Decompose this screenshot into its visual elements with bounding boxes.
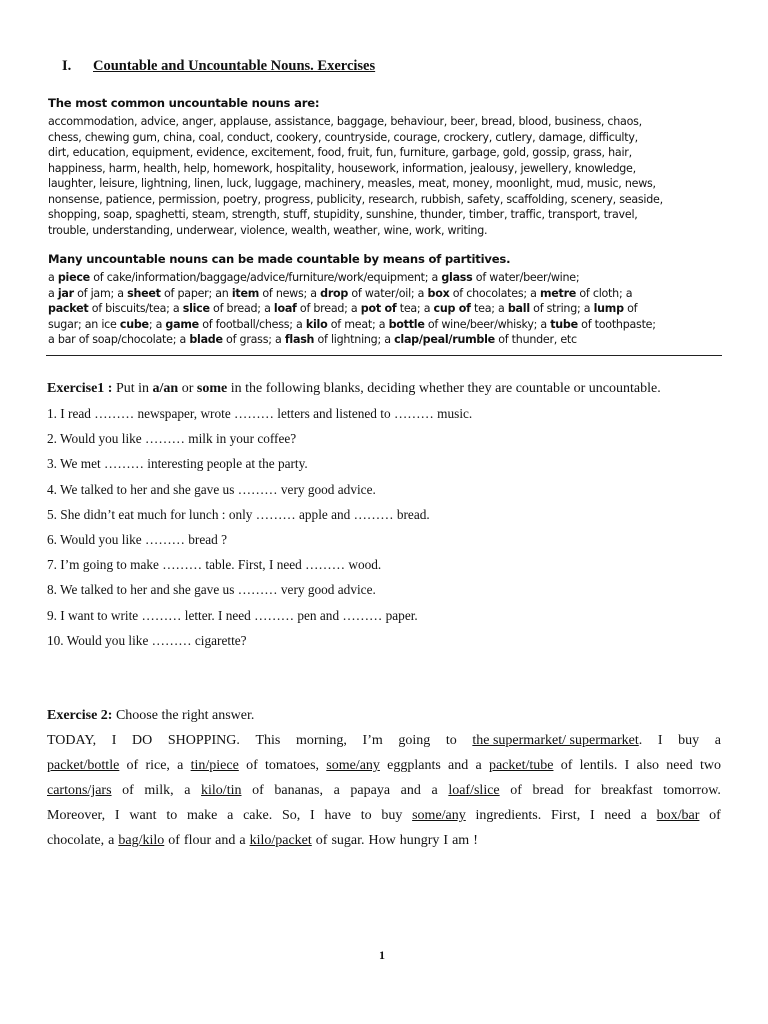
answer-choice: kilo/packet (249, 833, 312, 848)
answer-choice: cartons/jars (47, 783, 112, 798)
exercise-2-label: Exercise 2: (47, 708, 113, 723)
uncountable-line: shopping, soap, spaghetti, steam, strength, stuff, stupidity, sunshine, thunder, timber, traffic, transport, travel, (48, 208, 638, 221)
answer-choice: packet/tube (488, 758, 554, 773)
uncountable-line: trouble, understanding, underwear, violence, wealth, weather, wine, work, writing. (48, 223, 488, 237)
partitive-line: packet of biscuits/tea; a slice of bread; a loaf of bread; a pot of tea; a cup of tea; a ball of string; a lump of (48, 302, 638, 315)
uncountable-line: accommodation, advice, anger, applause, assistance, baggage, behaviour, beer, bread, blood, business, chaos, (48, 115, 642, 128)
uncountable-line: happiness, harm, health, help, homework, hospitality, housework, information, jealousy, jewellery, knowledge, (48, 161, 636, 175)
uncountable-heading: The most common uncountable nouns are: (48, 96, 320, 110)
exercise-1-instructions: Exercise1 : Put in a/an or some in the following blanks, deciding whether they are countable or uncountable. (47, 381, 661, 396)
exercise-1-questions (47, 401, 721, 653)
question-item: 7. I’m going to make ……… table. First, I need ……… wood. (47, 557, 382, 573)
paragraph-line: packet/bottle of rice, a tin/piece of tomatoes, some/any eggplants and a packet/tube of lentils. I also need two (47, 758, 721, 773)
answer-choice: loaf/slice (448, 783, 500, 798)
partitives-heading: Many uncountable nouns can be made countable by means of partitives. (48, 252, 511, 266)
paragraph-line: TODAY, I DO SHOPPING. This morning, I’m going to the supermarket/ supermarket. I buy a (47, 733, 721, 748)
partitives-list (48, 270, 720, 348)
uncountable-line: dirt, education, equipment, evidence, excitement, food, fruit, fun, furniture, garbage, gold, gossip, grass, hair, (48, 146, 632, 159)
uncountable-line: laughter, leisure, lightning, linen, luck, luggage, machinery, measles, meat, money, moonlight, mud, music, news, (48, 177, 656, 190)
exercise-2-paragraph (47, 728, 721, 853)
partitive-line: a bar of soap/chocolate; a blade of grass; a flash of lightning; a clap/peal/rumble of thunder, etc (48, 333, 577, 346)
answer-choice: some/any (412, 808, 466, 823)
divider-line (46, 355, 722, 356)
answer-choice: some/any (326, 758, 380, 773)
question-item: 3. We met ……… interesting people at the party. (47, 456, 308, 472)
question-item: 9. I want to write ……… letter. I need ……… pen and ……… paper. (47, 607, 418, 623)
exercise-1 (47, 376, 721, 653)
answer-choice: bag/kilo (118, 833, 165, 848)
answer-choice: packet/bottle (47, 758, 120, 773)
uncountable-line: nonsense, patience, permission, poetry, progress, publicity, research, rubbish, safety, scaffolding, scenery, seaside, (48, 192, 663, 206)
exercise-1-label: Exercise1 : (47, 381, 113, 396)
question-item: 6. Would you like ……… bread ? (47, 532, 228, 548)
question-item: 4. We talked to her and she gave us ……… very good advice. (47, 481, 376, 497)
section-heading (62, 58, 375, 75)
answer-choice: the supermarket/ supermarket (472, 733, 639, 748)
exercise-2-instructions: Exercise 2: Choose the right answer. (47, 708, 255, 723)
answer-choice: kilo/tin (201, 783, 242, 798)
page-number: 1 (379, 948, 385, 962)
exercise-2 (47, 704, 721, 853)
uncountable-line: chess, chewing gum, china, coal, conduct, cookery, countryside, courage, crockery, cutlery, damage, difficulty, (48, 130, 638, 144)
question-item: 5. She didn’t eat much for lunch : only ……… apple and ……… bread. (47, 506, 430, 522)
noun-reference-box (48, 96, 720, 348)
answer-choice: tin/piece (190, 758, 239, 773)
question-item: 8. We talked to her and she gave us ……… very good advice. (47, 582, 376, 598)
section-title: Countable and Uncountable Nouns. Exercises (93, 58, 376, 74)
partitive-line: a piece of cake/information/baggage/advice/furniture/work/equipment; a glass of water/beer/wine; (48, 271, 580, 284)
question-item: 10. Would you like ……… cigarette? (47, 632, 247, 648)
question-item: 1. I read ……… newspaper, wrote ……… letters and listened to ……… music. (47, 406, 473, 421)
answer-choice: box/bar (656, 808, 700, 823)
partitive-line: a jar of jam; a sheet of paper; an item of news; a drop of water/oil; a box of chocolates; a metre of cloth; a (48, 286, 633, 300)
partitive-line: sugar; an ice cube; a game of football/chess; a kilo of meat; a bottle of wine/beer/whisky; a tube of toothpaste; (48, 317, 656, 331)
question-item: 2. Would you like ……… milk in your coffee? (47, 431, 297, 447)
paragraph-line: chocolate, a bag/kilo of flour and a kilo/packet of sugar. How hungry I am ! (47, 833, 478, 848)
paragraph-line: Moreover, I want to make a cake. So, I have to buy some/any ingredients. First, I need a box/bar of (47, 808, 721, 823)
paragraph-line: cartons/jars of milk, a kilo/tin of bananas, a papaya and a loaf/slice of bread for breakfast tomorrow. (47, 783, 721, 798)
uncountable-list (48, 114, 720, 238)
section-number: I. (62, 58, 72, 74)
